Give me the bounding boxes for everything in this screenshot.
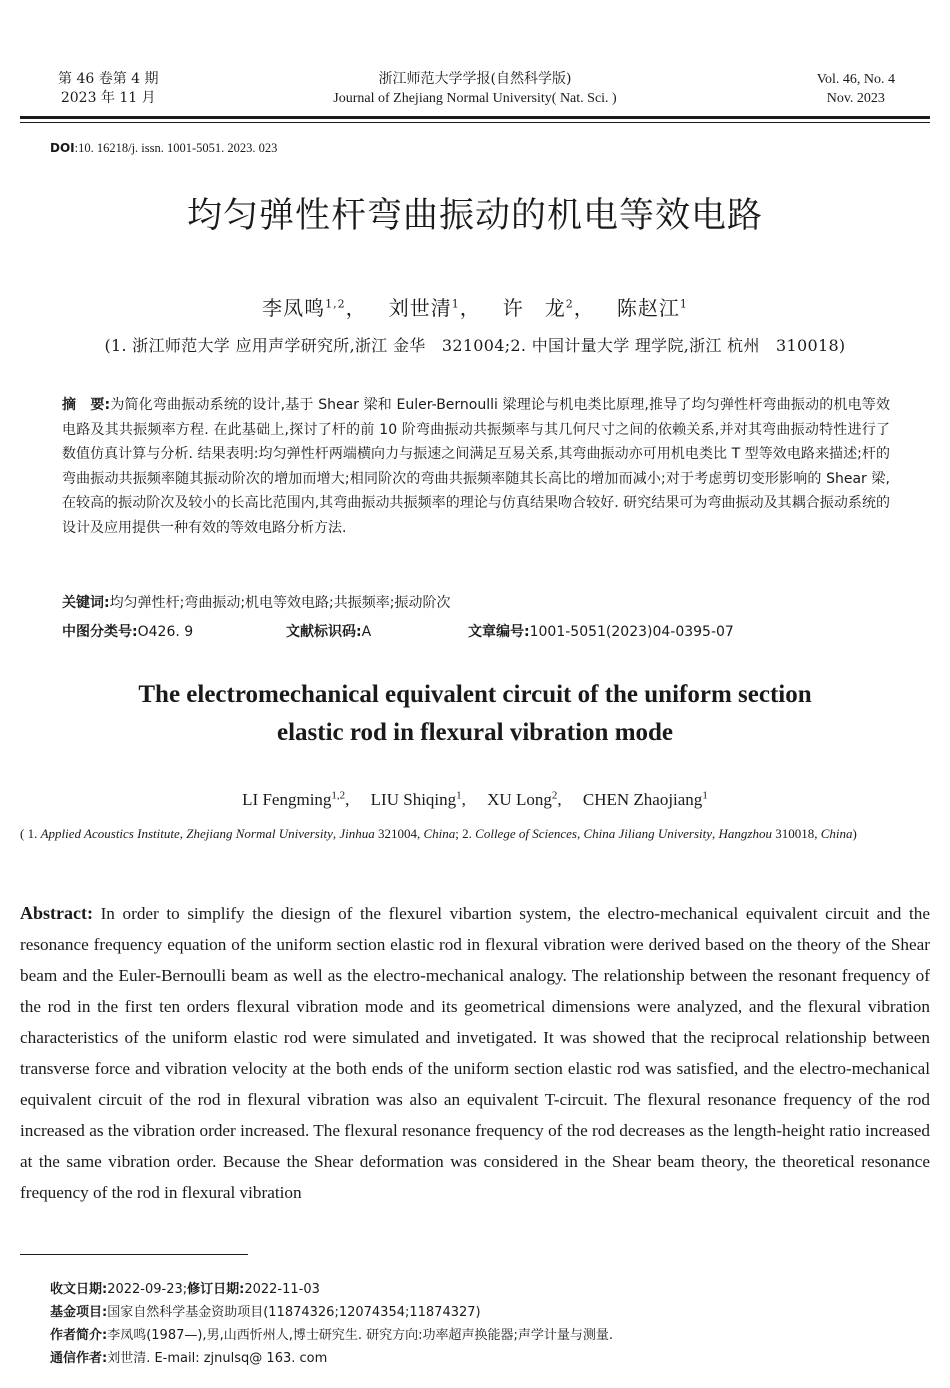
author-name: 许 龙 (502, 296, 566, 320)
author-affil-mark: 1 (679, 297, 688, 311)
author-affil-mark: 1,2 (325, 297, 346, 311)
author-affil-mark: 2 (551, 789, 558, 802)
journal-name-cn: 浙江师范大学学报(自然科学版) (378, 71, 572, 87)
author-affil-mark: 1 (451, 297, 460, 311)
issue-volume: 第 46 卷第 4 期 (58, 71, 159, 87)
clc-number (62, 620, 193, 644)
received-value: 2022-09-23; (107, 1282, 188, 1297)
english-title (0, 676, 950, 752)
author-separator: ， (573, 296, 595, 320)
english-title-line1: The electromechanical equivalent circuit of the uniform section (138, 681, 812, 708)
article-number (468, 620, 734, 644)
affil-institute: College of Sciences (475, 826, 577, 841)
affil-city: Hangzhou (718, 826, 772, 841)
fund-info (50, 1301, 920, 1324)
affil-city: Jinhua (339, 826, 375, 841)
abstract-text-en: In order to simplify the diesign of the flexurel vibartion system, the electro-mechanical equivalent circuit and the resonance frequency equation of the uniform section elastic rod in flexural vibration were derived based on the theory of the Shear beam and the Euler-Bernoulli beam as well as the electro-mechanical analogy. The relationship between the resonant frequency of the rod in the first ten orders flexural vibration mode and its geometrical dimensions were analyzed, and the flexural vibration characteristics of the uniform elastic rod were simulated and invetigated. It was showed that the reciprocal relationship between transverse force and vibration velocity at the both ends of the uniform section elastic rod was satisfied, and the electro-mechanical equivalent circuit of the rod in flexural vibration was also an equivalent T-circuit. The flexural resonance frequency of the rod increased as the vibration order increased. The flexural resonance frequency of the rod decreases as the length-height ratio increased at the same vibration order. Because the Shear deformation was considered in the Shear beam theory, the theoretical resonance frequency of the rod in flexural vibration (20, 904, 930, 1202)
english-abstract (20, 898, 930, 1208)
affil-country: China (820, 826, 853, 841)
header-rule-thin (20, 122, 930, 123)
corresponding-author (50, 1347, 920, 1370)
fund-label: 基金项目: (50, 1305, 108, 1320)
received-label: 收文日期: (50, 1282, 108, 1297)
clc-value: O426. 9 (137, 624, 194, 640)
affil-text: ) (852, 826, 857, 841)
chinese-authors (0, 292, 950, 321)
author-name-en: LI Fengming (242, 790, 332, 809)
journal-name-en: Journal of Zhejiang Normal University( Nat. Sci. ) (333, 91, 617, 106)
bio-value: 李凤鸣(1987—),男,山西忻州人,博士研究生. 研究方向:功率超声换能器;声学计量与测量. (107, 1328, 613, 1343)
doi-value: :10. 16218/j. issn. 1001-5051. 2023. 023 (74, 141, 278, 155)
footnotes (50, 1278, 920, 1370)
english-authors (0, 790, 950, 810)
journal-header (0, 70, 950, 114)
affil-text: , (332, 826, 340, 841)
header-rule-thick (20, 116, 930, 119)
volume-date-en: Nov. 2023 (826, 91, 885, 106)
author-separator: , (461, 790, 466, 809)
affil-text: 310018, (771, 826, 821, 841)
author-name-en: LIU Shiqing (370, 790, 457, 809)
affil-university: Zhejiang Normal University (186, 826, 333, 841)
affil-text: ; 2. (455, 826, 476, 841)
revised-value: 2022-11-03 (244, 1282, 320, 1297)
chinese-abstract (62, 393, 890, 540)
chinese-keywords (62, 591, 890, 615)
affil-text: , (576, 826, 584, 841)
fund-value: 国家自然科学基金资助项目(11874326;12074354;11874327) (107, 1305, 481, 1320)
affil-text: , (179, 826, 187, 841)
keywords-label: 关键词: (62, 595, 110, 611)
affil-university: China Jiliang University (583, 826, 713, 841)
corr-label: 通信作者: (50, 1351, 108, 1366)
clc-label: 中图分类号: (62, 624, 138, 640)
article-number-value: 1001-5051(2023)04-0395-07 (529, 624, 734, 640)
author-separator: , (345, 790, 350, 809)
affil-country: China (423, 826, 456, 841)
author-separator: ， (459, 296, 481, 320)
author-bio (50, 1324, 920, 1347)
volume-number-en: Vol. 46, No. 4 (816, 72, 895, 87)
footnote-rule (20, 1254, 248, 1255)
article-number-label: 文章编号: (468, 624, 530, 640)
keywords-text: 均匀弹性杆;弯曲振动;机电等效电路;共振频率;振动阶次 (109, 595, 451, 611)
english-affiliation (20, 821, 930, 846)
author-affil-mark: 1 (702, 789, 708, 802)
author-affil-mark: 1 (456, 789, 462, 802)
issue-date: 2023 年 11 月 (60, 90, 156, 106)
author-name-en: XU Long (487, 790, 552, 809)
volume-info-en (817, 70, 895, 108)
journal-name (0, 70, 950, 108)
author-separator: ， (345, 296, 367, 320)
chinese-title: 均匀弹性杆弯曲振动的机电等效电路 (186, 196, 763, 236)
author-name: 陈赵江 (616, 296, 680, 320)
affil-text: 321004, (374, 826, 424, 841)
author-name: 李凤鸣 (262, 296, 326, 320)
doc-code-value: A (361, 624, 372, 640)
doi-line (50, 141, 277, 156)
bio-label: 作者简介: (50, 1328, 108, 1343)
document-code (286, 620, 371, 644)
affil-institute: Applied Acoustics Institute (40, 826, 180, 841)
author-separator: , (557, 790, 562, 809)
chinese-affiliation: (1. 浙江师范大学 应用声学研究所,浙江 金华 321004;2. 中国计量大学 理学院,浙江 杭州 310018) (104, 336, 846, 355)
affil-text: ( 1. (20, 826, 41, 841)
author-affil-mark: 1,2 (331, 789, 346, 802)
author-name-en: CHEN Zhaojiang (582, 790, 703, 809)
english-title-line2: elastic rod in flexural vibration mode (276, 719, 674, 746)
abstract-label: 摘 要: (62, 397, 111, 413)
doi-label: DOI (50, 141, 75, 155)
corr-value: 刘世清. E-mail: zjnulsq@ 163. com (107, 1351, 328, 1366)
doc-code-label: 文献标识码: (286, 624, 362, 640)
author-name: 刘世清 (388, 296, 452, 320)
affil-text: , (712, 826, 719, 841)
abstract-label-en: Abstract: (20, 903, 93, 923)
author-affil-mark: 2 (565, 297, 574, 311)
received-date (50, 1278, 920, 1301)
abstract-text: 为简化弯曲振动系统的设计,基于 Shear 梁和 Euler-Bernoulli 梁理论与机电类比原理,推导了均匀弹性杆弯曲振动的机电等效电路及其共振频率方程. 在此基础上,探讨了杆的前 10 阶弯曲振动共振频率与其几何尺寸之间的依赖关系,并对其弯曲振动特性进行了数值仿真计算与分析. 结果表明:均匀弹性杆两端横向力与振速之间满足互易关系,其弯曲振动亦可用机电类比 T 型等效电路来描述;杆的弯曲振动共振频率随其振动阶次的增加而增大;相同阶次的弯曲共振频率随其长高比的增加而减小;对于考虑剪切变形影响的 Shear 梁,在较高的振动阶次及较小的长高比范围内,其弯曲振动共振频率的理论与仿真结果吻合较好. 研究结果可为弯曲振动及其耦合振动系统的设计及应用提供一种有效的等效电路分析方法. (62, 397, 890, 536)
revised-label: 修订日期: (187, 1282, 245, 1297)
